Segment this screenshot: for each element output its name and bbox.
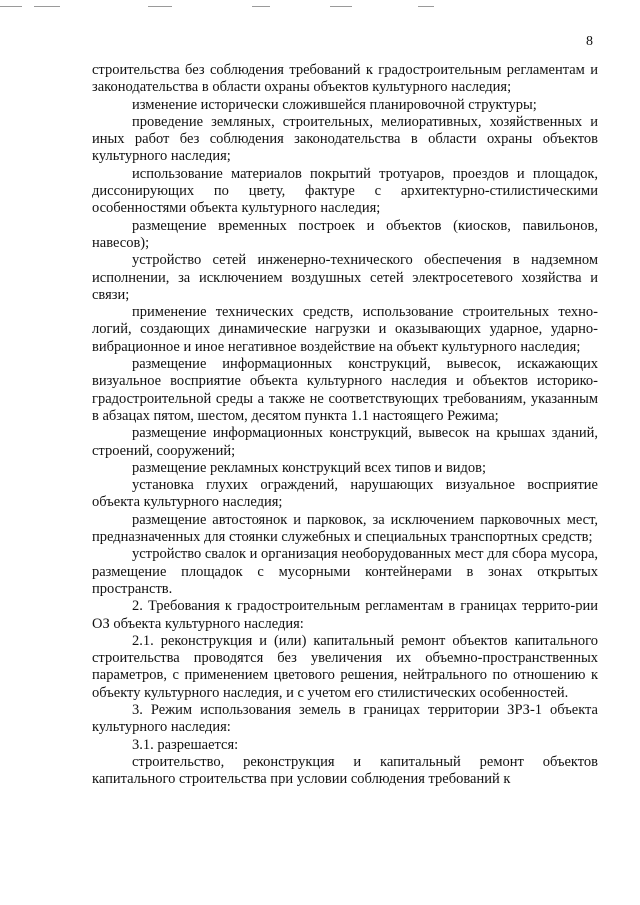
paragraph: проведение земляных, строительных, мелиоративных, хозяйственных и иных работ без соблюдения законодательства в области охраны объектов культурного наследия; <box>92 113 598 165</box>
scan-artifact-line <box>418 6 434 7</box>
document-body <box>92 62 598 788</box>
paragraph: размещение временных построек и объектов (киосков, павильонов, навесов); <box>92 217 598 251</box>
page-number: 8 <box>586 34 593 49</box>
paragraph: 3. Режим использования земель в границах территории ЗРЗ-1 объекта культурного наследия: <box>92 701 598 736</box>
paragraph: строительство, реконструкция и капитальный ремонт объектов капитального строительства при условии соблюдения требований к <box>92 753 598 788</box>
scan-artifact-line <box>0 6 22 7</box>
scan-artifact-line <box>330 6 352 7</box>
paragraph: использование материалов покрытий тротуаров, проездов и площадок, диссонирующих по цвету, фактуре с архитектурно-стилистическими особенностями объекта культурного наследия; <box>92 165 598 217</box>
paragraph: размещение информационных конструкций, вывесок на крышах зданий, строений, сооружений; <box>92 425 598 459</box>
paragraph: изменение исторически сложившейся планировочной структуры; <box>132 96 537 113</box>
paragraph: строительства без соблюдения требований к градостроительным регламентам и законодательства в области охраны объектов культурного наследия; <box>92 62 598 96</box>
paragraph: установка глухих ограждений, нарушающих визуальное восприятие объекта культурного наследия; <box>92 477 598 511</box>
scan-artifact-line <box>34 6 60 7</box>
paragraph: применение технических средств, использование строительных техно-логий, создающих динамические нагрузки и оказывающих ударное, ударно-вибрационное и иное негативное воздействие на объект культурного наследия; <box>92 304 598 355</box>
paragraph: размещение рекламных конструкций всех типов и видов; <box>132 459 487 476</box>
paragraph: 3.1. разрешается: <box>132 736 239 753</box>
paragraph: размещение информационных конструкций, вывесок, искажающих визуальное восприятие объекта культурного наследия и объектов историко-градостроительной среды а также не соответствующих требованиям, указанным в абзацах пятом, шестом, десятом пункта 1.1 настоящего Режима; <box>92 356 598 424</box>
paragraph: размещение автостоянок и парковок, за исключением парковочных мест, предназначенных для стоянки служебных и специальных транспортных средств; <box>92 511 598 546</box>
paragraph: 2. Требования к градостроительным регламентам в границах террито-рии ОЗ объекта культурного наследия: <box>92 598 598 632</box>
paragraph: устройство сетей инженерно-технического обеспечения в надземном исполнении, за исключением воздушных сетей электросетевого хозяйства и связи; <box>92 252 598 303</box>
paragraph: 2.1. реконструкция и (или) капитальный ремонт объектов капитального строительства проводятся без увеличения их объемно-пространственных параметров, с применением цветового решения, нейтрального по отношению к объекту культурного наследия, и с учетом его стилистических особенностей. <box>92 632 598 701</box>
scan-artifact-line <box>252 6 270 7</box>
scan-artifact-line <box>148 6 172 7</box>
paragraph: устройство свалок и организация необорудованных мест для сбора мусора, размещение площадок с мусорными контейнерами в зонах открытых пространств. <box>92 546 599 597</box>
